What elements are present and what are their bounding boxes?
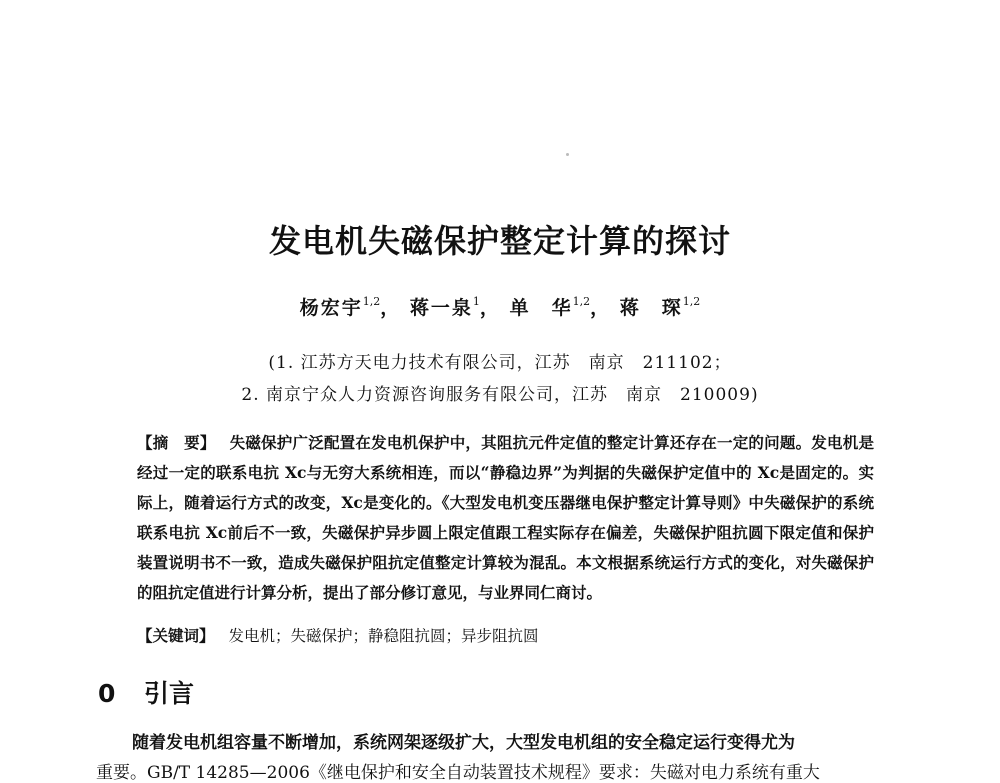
author-name: 蒋 琛 [619,297,683,319]
abstract-label: 【摘 要】 [137,434,216,452]
section-heading [98,674,194,710]
keywords-text: 发电机；失磁保护；静稳阻抗圆；异步阻抗圆 [228,627,539,645]
keywords-label: 【关键词】 [137,627,215,645]
author-affiliation-mark: 1 [472,295,480,308]
author-name: 杨宏宇 [299,297,363,319]
section-number: 0 [98,679,116,708]
scan-speck [566,153,569,156]
affiliation-line-1: (1. 江苏方天电力技术有限公司，江苏 南京 211102； [268,353,732,373]
section-title: 引言 [144,679,195,708]
paper-title: 发电机失磁保护整定计算的探讨 [268,222,731,260]
abstract-text: 失磁保护广泛配置在发电机保护中，其阻抗元件定值的整定计算还存在一定的问题。发电机是经过一定的联系电抗 Xc与无穷大系统相连，而以“静稳边界”为判据的失磁保护定值中的 Xc是固定的。实际上，随着运行方式的改变，Xc是变化的。《大型发电机变压器继电保护整定计算导则》中失磁保护的系统联系电抗 Xc前后不一致，失磁保护异步圆上限定值跟工程实际存在偏差，失磁保护阻抗圆下限定值和保护装置说明书不一致，造成失磁保护阻抗定值整定计算较为混乱。本文根据系统运行方式的变化，对失磁保护的阻抗定值进行计算分析，提出了部分修订意见，与业界同仁商讨。 [137,433,874,602]
author-separator: ， [380,297,402,319]
body-paragraph-line-2: 重要。GB/T 14285—2006《继电保护和安全自动装置技术规程》要求：失磁对电力系统有重大 [96,763,820,783]
author-affiliation-mark: 1,2 [682,295,701,308]
abstract [137,428,874,608]
author-name: 单 华 [509,297,573,319]
author-affiliation-mark: 1,2 [572,295,591,308]
affiliation-line-2: 2. 南京宁众人力资源咨询服务有限公司，江苏 南京 210009) [241,385,759,405]
author-separator: ， [479,297,501,319]
author-name: 蒋一泉 [409,297,473,319]
author-list [0,293,1000,320]
body-paragraph-line-1: 随着发电机组容量不断增加，系统网架逐级扩大，大型发电机组的安全稳定运行变得尤为 [132,733,795,753]
author-affiliation-mark: 1,2 [362,295,381,308]
keywords [137,621,874,651]
author-separator: ， [590,297,612,319]
